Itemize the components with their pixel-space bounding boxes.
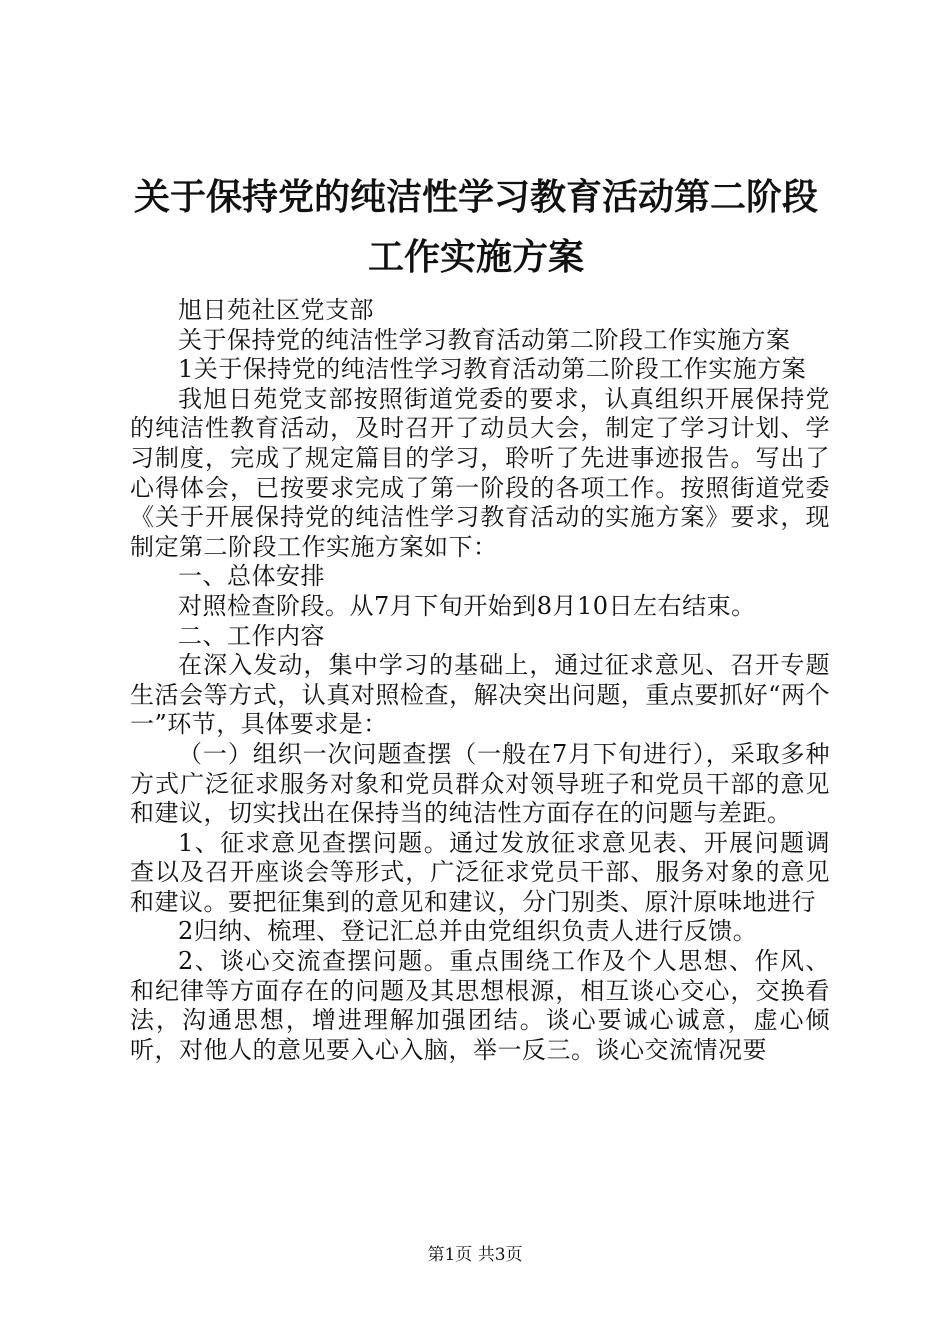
subtitle-repeat-line: 1关于保持党的纯洁性学习教育活动第二阶段工作实施方案 — [178, 355, 807, 384]
content-paragraph: 在深入发动，集中学习的基础上，通过征求意见、召开专题生活会等方式，认真对照检查，解决突出问题，重点要抓好“两个一”环节，具体要求是： — [130, 651, 830, 739]
section-heading-content: 二、工作内容 — [178, 621, 325, 650]
item-one-paragraph: （一）组织一次问题查摆（一般在7月下旬进行），采取多种方式广泛征求服务对象和党员群众对领导班子和党员干部的意见和建议，切实找出在保持当的纯洁性方面存在的问题与差距。 — [130, 739, 830, 828]
organization-line: 旭日苑社区党支部 — [178, 296, 374, 324]
sub-item-one-paragraph: 1、征求意见查摆问题。通过发放征求意见表、开展问题调查以及召开座谈会等形式，广泛征求党员干部、服务对象的意见和建议。要把征集到的意见和建议，分门别类、原汁原味地进行 — [130, 828, 830, 916]
document-title: 关于保持党的纯洁性学习教育活动第二阶段工作实施方案 — [133, 177, 818, 278]
sub-item-continuation: 2归纳、梳理、登记汇总并由党组织负责人进行反馈。 — [178, 917, 758, 946]
sub-item-two-paragraph: 2、谈心交流查摆问题。重点围绕工作及个人思想、作风、和纪律等方面存在的问题及其思想根源，相互谈心交心，交换看法，沟通思想，增进理解加强团结。谈心要诚心诚意，虚心倾听，对他人的意见要入心入脑，举一反三。谈心交流情况要 — [130, 947, 830, 1064]
overall-paragraph: 对照检查阶段。从7月下旬开始到8月10日左右结束。 — [178, 591, 756, 620]
document-body — [130, 296, 830, 1065]
subtitle-line: 关于保持党的纯洁性学习教育活动第二阶段工作实施方案 — [178, 325, 791, 354]
page-footer: 第1页 共3页 — [427, 1245, 523, 1265]
section-heading-overall: 一、总体安排 — [178, 562, 325, 591]
intro-paragraph: 我旭日苑党支部按照街道党委的要求，认真组织开展保持党的纯洁性教育活动，及时召开了动员大会，制定了学习计划、学习制度，完成了规定篇目的学习，聆听了先进事迹报告。写出了心得体会，已按要求完成了第一阶段的各项工作。按照街道党委《关于开展保持党的纯洁性学习教育活动的实施方案》要求，现制定第二阶段工作实施方案如下： — [130, 384, 830, 561]
